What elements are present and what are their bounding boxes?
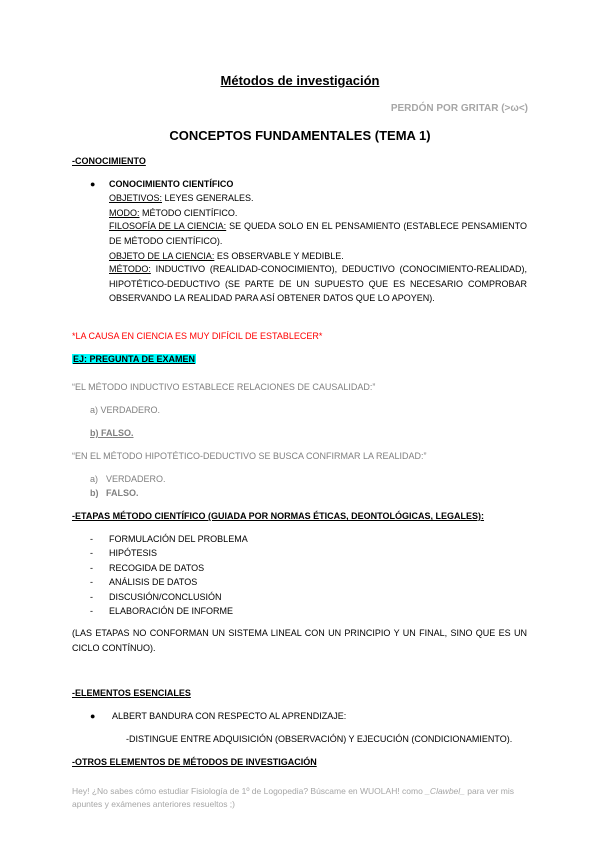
q1-option-b: b) FALSO. xyxy=(90,428,134,438)
exam-question-1: “EL MÉTODO INDUCTIVO ESTABLECE RELACIONES DE CAUSALIDAD:” xyxy=(72,382,376,392)
objeto-label: OBJETO DE LA CIENCIA: xyxy=(109,251,215,261)
q2-option-a-marker: a) xyxy=(90,474,99,484)
heading-etapas: -ETAPAS MÉTODO CIENTÍFICO (GUIADA POR NORMAS ÉTICAS, DEONTOLÓGICAS, LEGALES): xyxy=(72,511,485,521)
etapa-item: RECOGIDA DE DATOS xyxy=(109,563,205,573)
etapa-item: DISCUSIÓN/CONCLUSIÓN xyxy=(109,592,222,602)
q2-option-b-marker: b) xyxy=(90,488,99,498)
bullet-icon: ● xyxy=(90,711,96,721)
modo-label: MODO: xyxy=(109,208,140,218)
metodo-value: INDUCTIVO (REALIDAD-CONOCIMIENTO), DEDUCTIVO (CONOCIMIENTO-REALIDAD), HIPOTÉTICO-DEDUCTIVO (SE PARTE DE UN SUPUESTO QUE ES NECESARIO COMPROBAR OBSERVANDO LA REALIDAD PARA ASÍ OBTENER DATOS QUE LO APOYEN). xyxy=(109,264,527,303)
modo-value: MÉTODO CIENTÍFICO. xyxy=(139,208,238,218)
heading-conocimiento: -CONOCIMIENTO xyxy=(72,156,146,166)
objeto-value: ES OBSERVABLE Y MEDIBLE. xyxy=(214,251,344,261)
q2-option-b: FALSO. xyxy=(106,488,139,498)
metodo-paragraph xyxy=(109,262,527,306)
bullet-icon: ● xyxy=(90,179,96,189)
bandura-bullet: ALBERT BANDURA CON RESPECTO AL APRENDIZAJE: xyxy=(112,711,347,721)
dash-icon: - xyxy=(90,534,93,544)
filosofia-value: SE QUEDA SOLO EN EL PENSAMIENTO (ESTABLECE PENSAMIENTO DE MÉTODO CIENTÍFICO). xyxy=(109,221,527,246)
causa-note: *LA CAUSA EN CIENCIA ES MUY DIFÍCIL DE ESTABLECER* xyxy=(72,331,323,341)
filosofia-label: FILOSOFÍA DE LA CIENCIA: xyxy=(109,221,227,231)
promo-footer xyxy=(72,785,527,811)
dash-icon: - xyxy=(90,606,93,616)
q1-option-a: a) VERDADERO. xyxy=(90,405,161,415)
q2-option-a: VERDADERO. xyxy=(106,474,166,484)
document-title: Métodos de investigación xyxy=(220,73,380,88)
objetivos-line xyxy=(109,193,254,203)
dash-icon: - xyxy=(90,592,93,602)
exam-label: EJ: PREGUNTA DE EXAMEN xyxy=(73,354,196,364)
objetivos-value: LEYES GENERALES. xyxy=(162,193,254,203)
footer-text-before: Hey! ¿No sabes cómo estudiar Fisiología de 1º de Logopedia? Búscame en WUOLAH! como xyxy=(72,786,426,796)
bullet-conocimiento-cientifico: CONOCIMIENTO CIENTÍFICO xyxy=(109,179,234,189)
heading-elementos-esenciales: -ELEMENTOS ESENCIALES xyxy=(72,688,191,698)
footer-handle: _Clawbel_ xyxy=(425,786,465,796)
section-title: CONCEPTOS FUNDAMENTALES (TEMA 1) xyxy=(169,128,431,143)
dash-icon: - xyxy=(90,548,93,558)
etapa-item: FORMULACIÓN DEL PROBLEMA xyxy=(109,534,248,544)
objeto-line xyxy=(109,251,344,261)
sorry-note: PERDÓN POR GRITAR (>ω<) xyxy=(390,103,528,114)
exam-question-2: “EN EL MÉTODO HIPOTÉTICO-DEDUCTIVO SE BUSCA CONFIRMAR LA REALIDAD:” xyxy=(72,451,427,461)
objetivos-label: OBJETIVOS: xyxy=(109,193,163,203)
filosofia-paragraph xyxy=(109,219,527,248)
metodo-label: MÉTODO: xyxy=(109,264,151,274)
etapa-item: ELABORACIÓN DE INFORME xyxy=(109,606,234,616)
etapa-item: HIPÓTESIS xyxy=(109,548,158,558)
footer-text-after: para ver mis apuntes y exámenes anteriores resueltos ;) xyxy=(72,786,515,809)
exam-label-line xyxy=(72,354,196,364)
modo-line xyxy=(109,208,237,218)
etapas-note: (LAS ETAPAS NO CONFORMAN UN SISTEMA LINEAL CON UN PRINCIPIO Y UN FINAL, SINO QUE ES UN CICLO CONTÍNUO). xyxy=(72,628,527,653)
heading-otros-elementos: -OTROS ELEMENTOS DE MÉTODOS DE INVESTIGACIÓN xyxy=(72,757,317,767)
bandura-sub: -DISTINGUE ENTRE ADQUISICIÓN (OBSERVACIÓN) Y EJECUCIÓN (CONDICIONAMIENTO). xyxy=(126,734,513,744)
dash-icon: - xyxy=(90,577,93,587)
etapa-item: ANÁLISIS DE DATOS xyxy=(109,577,198,587)
dash-icon: - xyxy=(90,563,93,573)
